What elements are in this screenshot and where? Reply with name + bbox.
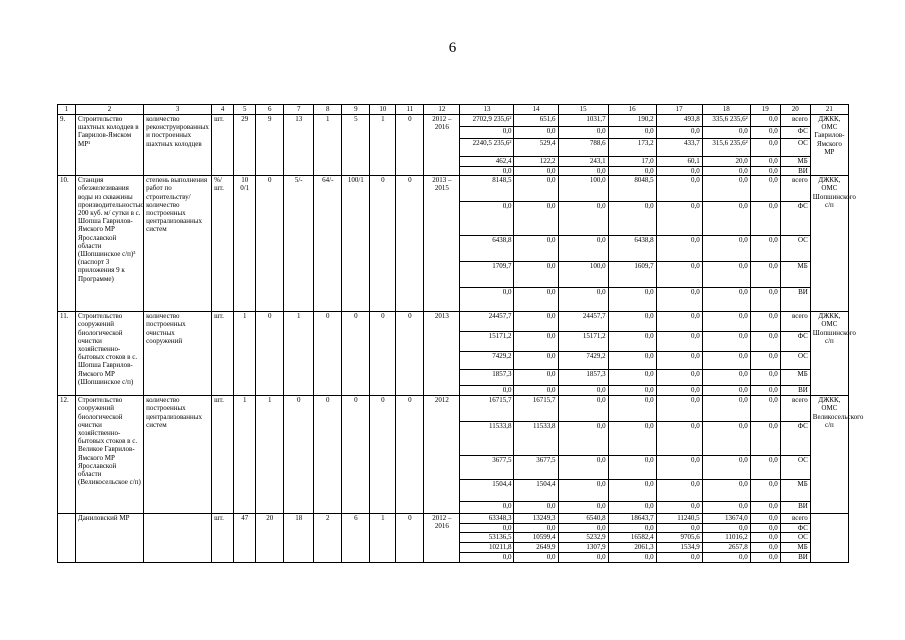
unit-cell: шт. xyxy=(212,115,234,176)
funding-value-cell: 1709,7 xyxy=(460,262,514,288)
funding-value-cell: 2657,8 xyxy=(702,543,750,553)
funding-value-cell: 0,0 xyxy=(702,456,750,480)
funding-value-cell: 0,0 xyxy=(558,288,608,312)
funding-source-cell: всего xyxy=(780,396,810,422)
funding-value-cell: 0,0 xyxy=(750,139,780,157)
funding-value-cell: 243,1 xyxy=(558,157,608,167)
funding-source-cell: ФС xyxy=(780,332,810,352)
funding-value-cell: 0,0 xyxy=(608,167,656,176)
column-number-cell: 7 xyxy=(284,105,314,115)
funding-value-cell: 0,0 xyxy=(558,127,608,139)
target-value-cell: 0 xyxy=(370,176,396,312)
funding-value-cell: 0,0 xyxy=(514,524,558,533)
target-value-cell: 2 xyxy=(314,514,342,562)
target-value-cell: 1 xyxy=(284,312,314,396)
funding-value-cell: 0,0 xyxy=(750,370,780,386)
funding-source-cell: ФС xyxy=(780,202,810,236)
target-value-cell: 0 xyxy=(314,312,342,396)
funding-value-cell: 190,2 xyxy=(608,115,656,127)
funding-value-cell: 0,0 xyxy=(608,456,656,480)
funding-source-cell: МБ xyxy=(780,262,810,288)
item-name-cell: Строительство шахтных колодцев в Гаврилов-Ямском МР¹ xyxy=(76,115,144,176)
funding-value-cell: 0,0 xyxy=(558,202,608,236)
funding-source-cell: всего xyxy=(780,115,810,127)
column-number-cell: 13 xyxy=(460,105,514,115)
funding-value-cell: 1857,3 xyxy=(460,370,514,386)
unit-cell: шт. xyxy=(212,514,234,562)
funding-value-cell: 13674,0 xyxy=(702,514,750,524)
funding-value-cell: 11533,8 xyxy=(460,422,514,456)
indicator-cell: количество реконструированных и построенных шахтных колодцев xyxy=(144,115,212,176)
funding-value-cell: 11240,5 xyxy=(656,514,702,524)
unit-cell: %/ шт. xyxy=(212,176,234,312)
funding-value-cell: 0,0 xyxy=(608,422,656,456)
funding-value-cell: 0,0 xyxy=(608,553,656,562)
funding-value-cell: 0,0 xyxy=(514,352,558,370)
funding-value-cell: 0,0 xyxy=(656,456,702,480)
funding-source-cell: МБ xyxy=(780,480,810,502)
funding-value-cell: 7429,2 xyxy=(558,352,608,370)
funding-value-cell: 0,0 xyxy=(514,332,558,352)
indicator-cell: степень выполнения работ по строительству/ количество построенных централизованных систем xyxy=(144,176,212,312)
funding-value-cell: 0,0 xyxy=(656,167,702,176)
column-number-row xyxy=(58,105,849,115)
funding-value-cell: 1609,7 xyxy=(608,262,656,288)
column-number-cell: 2 xyxy=(76,105,144,115)
funding-value-cell: 0,0 xyxy=(750,157,780,167)
funding-value-cell: 0,0 xyxy=(656,262,702,288)
funding-value-cell: 0,0 xyxy=(514,312,558,332)
funding-value-cell: 0,0 xyxy=(558,553,608,562)
funding-value-cell: 0,0 xyxy=(750,262,780,288)
item-number-cell xyxy=(58,514,76,562)
funding-value-cell: 24457,7 xyxy=(558,312,608,332)
funding-source-cell: МБ xyxy=(780,543,810,553)
table-row xyxy=(58,115,849,127)
funding-value-cell: 0,0 xyxy=(656,386,702,396)
funding-source-cell: всего xyxy=(780,514,810,524)
funding-value-cell: 0,0 xyxy=(750,312,780,332)
funding-value-cell: 0,0 xyxy=(656,502,702,514)
funding-value-cell: 0,0 xyxy=(608,127,656,139)
funding-value-cell: 0,0 xyxy=(514,176,558,202)
funding-value-cell: 7429,2 xyxy=(460,352,514,370)
funding-value-cell: 0,0 xyxy=(656,352,702,370)
funding-value-cell: 0,0 xyxy=(656,332,702,352)
funding-value-cell: 0,0 xyxy=(656,422,702,456)
funding-source-cell: ОС xyxy=(780,352,810,370)
funding-value-cell: 0,0 xyxy=(702,524,750,533)
funding-value-cell: 0,0 xyxy=(460,202,514,236)
item-number-cell: 12. xyxy=(58,396,76,514)
funding-value-cell: 11533,8 xyxy=(514,422,558,456)
funding-value-cell: 0,0 xyxy=(608,502,656,514)
period-cell: 2012 – 2016 xyxy=(424,115,460,176)
funding-value-cell: 0,0 xyxy=(558,386,608,396)
target-value-cell: 0 xyxy=(342,312,370,396)
executor-cell: ДЖКК, ОМС Гаврилов-Ямского МР xyxy=(810,115,848,176)
funding-source-cell: ВИ xyxy=(780,502,810,514)
funding-value-cell: 0,0 xyxy=(656,127,702,139)
funding-value-cell: 0,0 xyxy=(750,456,780,480)
funding-value-cell: 0,0 xyxy=(750,332,780,352)
funding-value-cell: 122,2 xyxy=(514,157,558,167)
funding-value-cell: 10599,4 xyxy=(514,533,558,543)
funding-value-cell: 0,0 xyxy=(608,202,656,236)
funding-value-cell: 100,0 xyxy=(558,262,608,288)
column-number-cell: 17 xyxy=(656,105,702,115)
funding-value-cell: 6438,8 xyxy=(460,236,514,262)
target-value-cell: 0 xyxy=(396,312,424,396)
funding-value-cell: 0,0 xyxy=(460,288,514,312)
funding-value-cell: 100,0 xyxy=(558,176,608,202)
column-number-cell: 8 xyxy=(314,105,342,115)
funding-value-cell: 0,0 xyxy=(656,524,702,533)
funding-value-cell: 1307,9 xyxy=(558,543,608,553)
funding-value-cell: 0,0 xyxy=(656,480,702,502)
table-row xyxy=(58,514,849,524)
funding-value-cell: 63348,3 xyxy=(460,514,514,524)
funding-value-cell: 16715,7 xyxy=(514,396,558,422)
funding-value-cell: 0,0 xyxy=(460,553,514,562)
funding-value-cell: 0,0 xyxy=(750,202,780,236)
period-cell: 2013 xyxy=(424,312,460,396)
target-value-cell: 0 xyxy=(284,396,314,514)
funding-value-cell: 0,0 xyxy=(750,288,780,312)
funding-value-cell: 60,1 xyxy=(656,157,702,167)
page-number: 6 xyxy=(448,40,457,56)
target-value-cell: 0 xyxy=(370,396,396,514)
funding-source-cell: ВИ xyxy=(780,288,810,312)
funding-value-cell: 1504,4 xyxy=(460,480,514,502)
program-table xyxy=(57,104,864,563)
funding-source-cell: МБ xyxy=(780,157,810,167)
item-name-cell: Даниловский МР xyxy=(76,514,144,562)
funding-value-cell: 18643,7 xyxy=(608,514,656,524)
item-name-cell: Строительство сооружений биологической очистки хозяйственно-бытовых стоков в с. Великое Гаврилов-Ямского МР Ярославской области (Великосельское с/п) xyxy=(76,396,144,514)
funding-value-cell: 0,0 xyxy=(656,370,702,386)
funding-value-cell: 0,0 xyxy=(558,524,608,533)
funding-value-cell: 0,0 xyxy=(656,236,702,262)
funding-value-cell: 335,6 235,6² xyxy=(702,115,750,127)
funding-value-cell: 0,0 xyxy=(750,236,780,262)
target-value-cell: 1 xyxy=(234,396,256,514)
funding-value-cell: 0,0 xyxy=(702,396,750,422)
executor-cell: ДЖКК, ОМС Шопшинского с/п xyxy=(810,312,848,396)
period-cell: 2012 xyxy=(424,396,460,514)
funding-value-cell: 0,0 xyxy=(750,167,780,176)
funding-value-cell: 0,0 xyxy=(608,524,656,533)
funding-value-cell: 0,0 xyxy=(514,167,558,176)
funding-value-cell: 0,0 xyxy=(608,352,656,370)
funding-value-cell: 16582,4 xyxy=(608,533,656,543)
funding-value-cell: 0,0 xyxy=(750,422,780,456)
funding-value-cell: 0,0 xyxy=(514,236,558,262)
item-number-cell: 10. xyxy=(58,176,76,312)
column-number-cell: 16 xyxy=(608,105,656,115)
funding-value-cell: 493,8 xyxy=(656,115,702,127)
funding-value-cell: 0,0 xyxy=(750,502,780,514)
column-number-cell: 11 xyxy=(396,105,424,115)
funding-value-cell: 0,0 xyxy=(750,127,780,139)
funding-value-cell: 0,0 xyxy=(702,502,750,514)
funding-value-cell: 0,0 xyxy=(608,332,656,352)
funding-value-cell: 0,0 xyxy=(750,396,780,422)
column-number-cell: 5 xyxy=(234,105,256,115)
funding-source-cell: ВИ xyxy=(780,386,810,396)
funding-value-cell: 0,0 xyxy=(514,202,558,236)
funding-value-cell: 0,0 xyxy=(460,127,514,139)
table-row xyxy=(58,312,849,332)
funding-value-cell: 0,0 xyxy=(702,202,750,236)
target-value-cell: 1 xyxy=(370,514,396,562)
funding-value-cell: 16715,7 xyxy=(460,396,514,422)
table-row xyxy=(58,396,849,422)
funding-source-cell: ВИ xyxy=(780,553,810,562)
funding-value-cell: 173,2 xyxy=(608,139,656,157)
target-value-cell: 0 xyxy=(256,312,284,396)
item-number-cell: 11. xyxy=(58,312,76,396)
funding-source-cell: ОС xyxy=(780,533,810,543)
funding-value-cell: 0,0 xyxy=(750,543,780,553)
funding-value-cell: 20,0 xyxy=(702,157,750,167)
funding-value-cell: 0,0 xyxy=(460,524,514,533)
funding-value-cell: 0,0 xyxy=(514,553,558,562)
funding-value-cell: 315,6 235,6² xyxy=(702,139,750,157)
funding-value-cell: 0,0 xyxy=(558,396,608,422)
funding-value-cell: 0,0 xyxy=(514,127,558,139)
target-value-cell: 100/1 xyxy=(342,176,370,312)
funding-value-cell: 0,0 xyxy=(460,386,514,396)
funding-source-cell: всего xyxy=(780,176,810,202)
funding-value-cell: 0,0 xyxy=(558,236,608,262)
funding-value-cell: 0,0 xyxy=(750,480,780,502)
target-value-cell: 9 xyxy=(256,115,284,176)
funding-value-cell: 0,0 xyxy=(702,236,750,262)
target-value-cell: 0 xyxy=(256,176,284,312)
funding-value-cell: 2061,3 xyxy=(608,543,656,553)
funding-value-cell: 0,0 xyxy=(702,422,750,456)
funding-value-cell: 1857,3 xyxy=(558,370,608,386)
funding-value-cell: 0,0 xyxy=(608,396,656,422)
funding-value-cell: 15171,2 xyxy=(558,332,608,352)
funding-source-cell: ОС xyxy=(780,236,810,262)
target-value-cell: 13 xyxy=(284,115,314,176)
period-cell: 2012 – 2016 xyxy=(424,514,460,562)
item-name-cell: Строительство сооружений биологической очистки хозяйственно-бытовых стоков в с. Шопша Гаврилов-Ямского МР (Шопшинское с/п) xyxy=(76,312,144,396)
item-number-cell: 9. xyxy=(58,115,76,176)
funding-value-cell: 0,0 xyxy=(514,288,558,312)
funding-value-cell: 53136,5 xyxy=(460,533,514,543)
executor-cell: ДЖКК, ОМС Шопшинского с/п xyxy=(810,176,848,312)
funding-value-cell: 0,0 xyxy=(702,332,750,352)
target-value-cell: 5/- xyxy=(284,176,314,312)
funding-value-cell: 788,6 xyxy=(558,139,608,157)
funding-source-cell: ВИ xyxy=(780,167,810,176)
funding-value-cell: 0,0 xyxy=(656,288,702,312)
target-value-cell: 0 xyxy=(370,312,396,396)
table-row xyxy=(58,176,849,202)
funding-value-cell: 0,0 xyxy=(702,352,750,370)
funding-value-cell: 433,7 xyxy=(656,139,702,157)
funding-value-cell: 462,4 xyxy=(460,157,514,167)
funding-value-cell: 5232,9 xyxy=(558,533,608,543)
funding-value-cell: 6540,8 xyxy=(558,514,608,524)
funding-value-cell: 1031,7 xyxy=(558,115,608,127)
period-cell: 2013 – 2015 xyxy=(424,176,460,312)
funding-value-cell: 0,0 xyxy=(750,553,780,562)
target-value-cell: 5 xyxy=(342,115,370,176)
column-number-cell: 4 xyxy=(212,105,234,115)
funding-source-cell: ОС xyxy=(780,139,810,157)
funding-source-cell: ФС xyxy=(780,127,810,139)
target-value-cell: 18 xyxy=(284,514,314,562)
funding-value-cell: 15171,2 xyxy=(460,332,514,352)
funding-value-cell: 0,0 xyxy=(656,312,702,332)
column-number-cell: 14 xyxy=(514,105,558,115)
target-value-cell: 0 xyxy=(396,514,424,562)
funding-source-cell: всего xyxy=(780,312,810,332)
funding-value-cell: 0,0 xyxy=(702,553,750,562)
funding-value-cell: 2702,9 235,6² xyxy=(460,115,514,127)
column-number-cell: 10 xyxy=(370,105,396,115)
funding-value-cell: 0,0 xyxy=(514,502,558,514)
funding-value-cell: 0,0 xyxy=(558,502,608,514)
funding-value-cell: 0,0 xyxy=(702,386,750,396)
funding-value-cell: 0,0 xyxy=(608,288,656,312)
funding-value-cell: 0,0 xyxy=(656,176,702,202)
funding-value-cell: 0,0 xyxy=(460,502,514,514)
funding-value-cell: 0,0 xyxy=(558,480,608,502)
indicator-cell xyxy=(144,514,212,562)
column-number-cell: 15 xyxy=(558,105,608,115)
funding-value-cell: 0,0 xyxy=(702,167,750,176)
funding-value-cell: 0,0 xyxy=(656,396,702,422)
funding-value-cell: 0,0 xyxy=(656,202,702,236)
funding-value-cell: 0,0 xyxy=(750,524,780,533)
funding-value-cell: 0,0 xyxy=(750,386,780,396)
funding-value-cell: 0,0 xyxy=(750,514,780,524)
funding-value-cell: 0,0 xyxy=(656,553,702,562)
unit-cell: шт. xyxy=(212,312,234,396)
funding-value-cell: 0,0 xyxy=(702,480,750,502)
funding-value-cell: 24457,7 xyxy=(460,312,514,332)
funding-value-cell: 0,0 xyxy=(702,312,750,332)
column-number-cell: 21 xyxy=(810,105,848,115)
target-value-cell: 0 xyxy=(342,396,370,514)
indicator-cell: количество построенных централизованных систем xyxy=(144,396,212,514)
funding-value-cell: 2240,5 235,6² xyxy=(460,139,514,157)
funding-value-cell: 3677,5 xyxy=(460,456,514,480)
funding-value-cell: 0,0 xyxy=(702,127,750,139)
column-number-cell: 3 xyxy=(144,105,212,115)
target-value-cell: 0 xyxy=(396,396,424,514)
funding-value-cell: 0,0 xyxy=(750,352,780,370)
funding-value-cell: 11016,2 xyxy=(702,533,750,543)
target-value-cell: 1 xyxy=(314,115,342,176)
funding-value-cell: 0,0 xyxy=(702,262,750,288)
funding-value-cell: 2649,9 xyxy=(514,543,558,553)
executor-cell xyxy=(810,514,848,562)
funding-source-cell: ФС xyxy=(780,524,810,533)
column-number-cell: 18 xyxy=(702,105,750,115)
funding-value-cell: 0,0 xyxy=(608,480,656,502)
funding-value-cell: 6438,8 xyxy=(608,236,656,262)
funding-value-cell: 0,0 xyxy=(702,288,750,312)
funding-value-cell: 651,6 xyxy=(514,115,558,127)
funding-value-cell: 0,0 xyxy=(608,312,656,332)
funding-value-cell: 10211,8 xyxy=(460,543,514,553)
target-value-cell: 1 xyxy=(256,396,284,514)
funding-value-cell: 0,0 xyxy=(558,456,608,480)
target-value-cell: 0 xyxy=(314,396,342,514)
funding-value-cell: 529,4 xyxy=(514,139,558,157)
indicator-cell: количество построенных очистных сооружений xyxy=(144,312,212,396)
funding-value-cell: 0,0 xyxy=(514,386,558,396)
unit-cell: шт. xyxy=(212,396,234,514)
column-number-cell: 12 xyxy=(424,105,460,115)
table-body xyxy=(58,105,864,563)
target-value-cell: 0 xyxy=(396,176,424,312)
column-number-cell: 19 xyxy=(750,105,780,115)
funding-value-cell: 1504,4 xyxy=(514,480,558,502)
funding-value-cell: 3677,5 xyxy=(514,456,558,480)
target-value-cell: 1 xyxy=(370,115,396,176)
target-value-cell: 47 xyxy=(234,514,256,562)
column-number-cell: 9 xyxy=(342,105,370,115)
target-value-cell: 10 0/1 xyxy=(234,176,256,312)
funding-source-cell: ФС xyxy=(780,422,810,456)
target-value-cell: 64/- xyxy=(314,176,342,312)
target-value-cell: 1 xyxy=(234,312,256,396)
target-value-cell: 0 xyxy=(396,115,424,176)
funding-value-cell: 0,0 xyxy=(514,370,558,386)
target-value-cell: 29 xyxy=(234,115,256,176)
column-number-cell: 1 xyxy=(58,105,76,115)
column-number-cell: 20 xyxy=(780,105,810,115)
item-name-cell: Станция обезжелезивания воды из скважины производительностью 200 куб. м/ сутки в с. Шопша Гаврилов-Ямского МР Ярославской области (Шопшинское с/п)³ (паспорт 3 приложения 9 к Программе) xyxy=(76,176,144,312)
funding-value-cell: 17,0 xyxy=(608,157,656,167)
funding-value-cell: 0,0 xyxy=(514,262,558,288)
funding-value-cell: 8048,5 xyxy=(608,176,656,202)
funding-source-cell: МБ xyxy=(780,370,810,386)
executor-cell: ДЖКК, ОМС Великосельского с/п xyxy=(810,396,848,514)
funding-source-cell: ОС xyxy=(780,456,810,480)
funding-value-cell: 0,0 xyxy=(702,176,750,202)
funding-value-cell: 0,0 xyxy=(558,167,608,176)
funding-value-cell: 0,0 xyxy=(702,370,750,386)
funding-value-cell: 0,0 xyxy=(460,167,514,176)
funding-value-cell: 0,0 xyxy=(750,115,780,127)
funding-value-cell: 0,0 xyxy=(750,176,780,202)
funding-value-cell: 9705,6 xyxy=(656,533,702,543)
target-value-cell: 6 xyxy=(342,514,370,562)
funding-value-cell: 0,0 xyxy=(608,386,656,396)
funding-value-cell: 13249,3 xyxy=(514,514,558,524)
column-number-cell: 6 xyxy=(256,105,284,115)
funding-value-cell: 0,0 xyxy=(608,370,656,386)
funding-value-cell: 1534,9 xyxy=(656,543,702,553)
funding-value-cell: 0,0 xyxy=(558,422,608,456)
funding-value-cell: 0,0 xyxy=(750,533,780,543)
target-value-cell: 20 xyxy=(256,514,284,562)
funding-value-cell: 8148,5 xyxy=(460,176,514,202)
